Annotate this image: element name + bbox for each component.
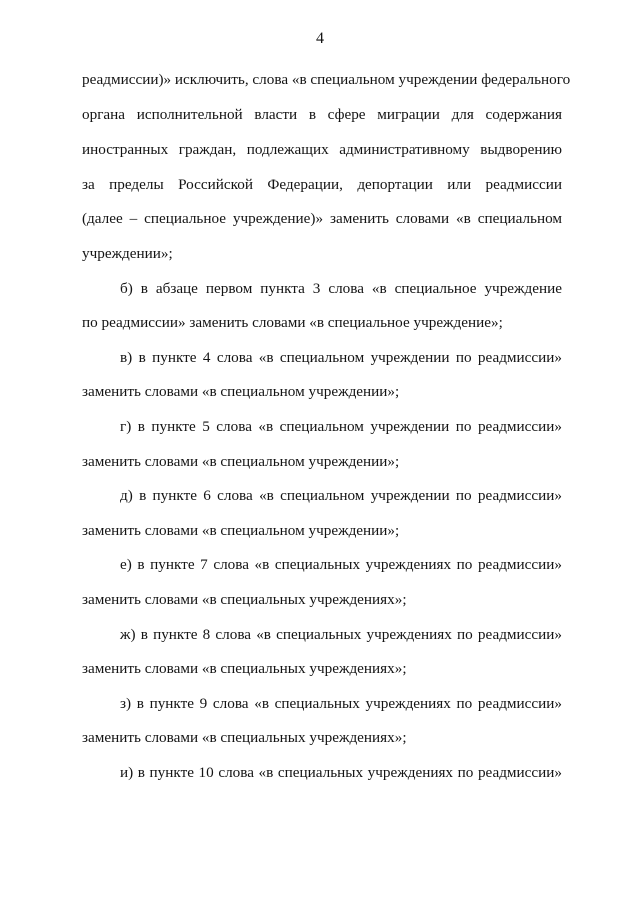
text-line-7: б) в абзаце первом пункта 3 слова «в специальное учреждение xyxy=(120,280,562,297)
text-line-3: иностранных граждан, подлежащих административному выдворению xyxy=(82,141,562,158)
text-line-10: заменить словами «в специальном учреждении»; xyxy=(82,383,400,400)
text-line-13: д) в пункте 6 слова «в специальном учреждении по реадмиссии» xyxy=(120,487,562,504)
text-line-19: з) в пункте 9 слова «в специальных учреждениях по реадмиссии» xyxy=(120,695,562,712)
text-line-14: заменить словами «в специальном учреждении»; xyxy=(82,522,400,539)
text-line-17: ж) в пункте 8 слова «в специальных учреждениях по реадмиссии» xyxy=(120,626,562,643)
text-line-15: е) в пункте 7 слова «в специальных учреждениях по реадмиссии» xyxy=(120,556,562,573)
text-line-8: по реадмиссии» заменить словами «в специальное учреждение»; xyxy=(82,314,503,331)
text-line-4: за пределы Российской Федерации, депортации или реадмиссии xyxy=(82,176,562,193)
text-line-5: (далее – специальное учреждение)» заменить словами «в специальном xyxy=(82,210,562,227)
text-line-20: заменить словами «в специальных учреждениях»; xyxy=(82,729,407,746)
text-line-1: реадмиссии)» исключить, слова «в специальном учреждении федерального xyxy=(82,71,571,88)
text-line-16: заменить словами «в специальных учреждениях»; xyxy=(82,591,407,608)
text-line-18: заменить словами «в специальных учреждениях»; xyxy=(82,660,407,677)
text-line-21: и) в пункте 10 слова «в специальных учреждениях по реадмиссии» xyxy=(120,764,562,781)
text-line-2: органа исполнительной власти в сфере миграции для содержания xyxy=(82,106,562,123)
text-line-9: в) в пункте 4 слова «в специальном учреждении по реадмиссии» xyxy=(120,349,562,366)
text-line-12: заменить словами «в специальном учреждении»; xyxy=(82,453,400,470)
text-line-6: учреждении»; xyxy=(82,245,173,262)
text-line-11: г) в пункте 5 слова «в специальном учреждении по реадмиссии» xyxy=(120,418,562,435)
page-number: 4 xyxy=(316,30,324,47)
